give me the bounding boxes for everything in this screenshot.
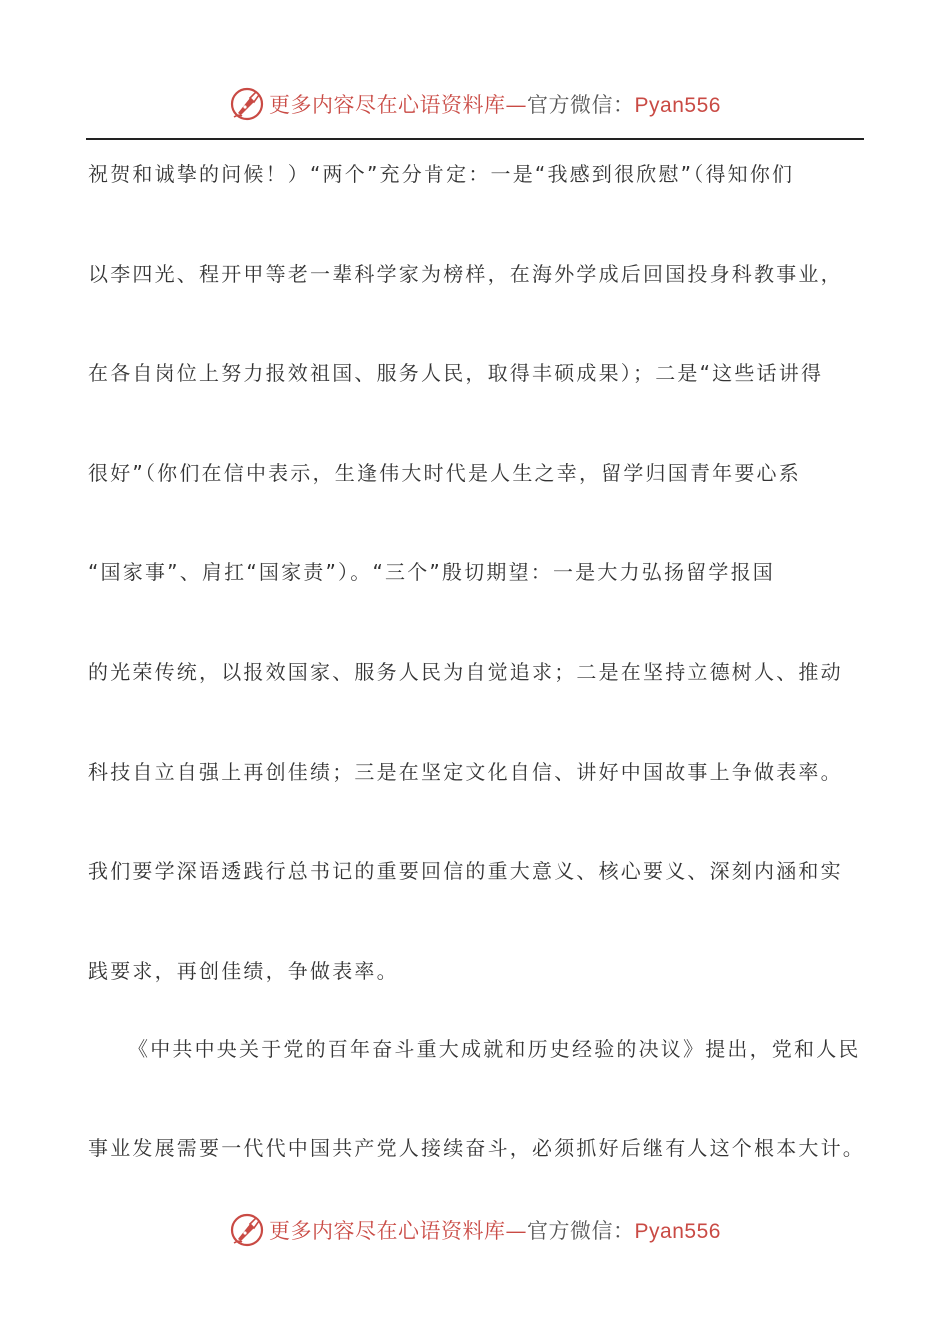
body-line-5: “国家事”、肩扛“国家责”）。“三个”殷切期望：一是大力弘扬留学报国	[88, 560, 775, 584]
body-line-4: 很好”（你们在信中表示，生逢伟大时代是人生之幸，留学归国青年要心系	[88, 461, 801, 485]
body-line-3: 在各自岗位上努力报效祖国、服务人民，取得丰硕成果）；二是“这些话讲得	[88, 361, 824, 385]
body-line-10: 《中共中央关于党的百年奋斗重大成就和历史经验的决议》提出，党和人民	[128, 1037, 861, 1061]
body-line-1: 祝贺和诚挚的问候！）“两个”充分肯定：一是“我感到很欣慰”（得知你们	[88, 162, 795, 186]
header-wechat-id: Pyan556	[634, 94, 721, 117]
header-official-label: 官方微信：	[527, 93, 635, 117]
body-line-7: 科技自立自强上再创佳绩；三是在坚定文化自信、讲好中国故事上争做表率。	[88, 760, 843, 784]
footer-wechat-id: Pyan556	[634, 1220, 721, 1243]
footer-official-label: 官方微信：	[527, 1219, 635, 1243]
footer-dash: —	[505, 1219, 528, 1243]
body-line-8: 我们要学深语透践行总书记的重要回信的重大意义、核心要义、深刻内涵和实	[88, 859, 843, 883]
header-brand: 更多内容尽在心语资料库	[269, 93, 506, 117]
body-line-11: 事业发展需要一代代中国共产党人接续奋斗，必须抓好后继有人这个根本大计。	[88, 1136, 865, 1160]
header-dash: —	[505, 93, 528, 117]
body-line-6: 的光荣传统，以报效国家、服务人民为自觉追求；二是在坚持立德树人、推动	[88, 660, 843, 684]
footer-banner	[0, 1210, 950, 1250]
footer-brand: 更多内容尽在心语资料库	[269, 1219, 506, 1243]
pen-nib-logo-icon	[229, 1212, 265, 1248]
body-line-9: 践要求，再创佳绩，争做表率。	[88, 959, 399, 983]
footer-text	[269, 1215, 721, 1245]
body-line-2: 以李四光、程开甲等老一辈科学家为榜样，在海外学成后回国投身科教事业，	[88, 262, 843, 286]
